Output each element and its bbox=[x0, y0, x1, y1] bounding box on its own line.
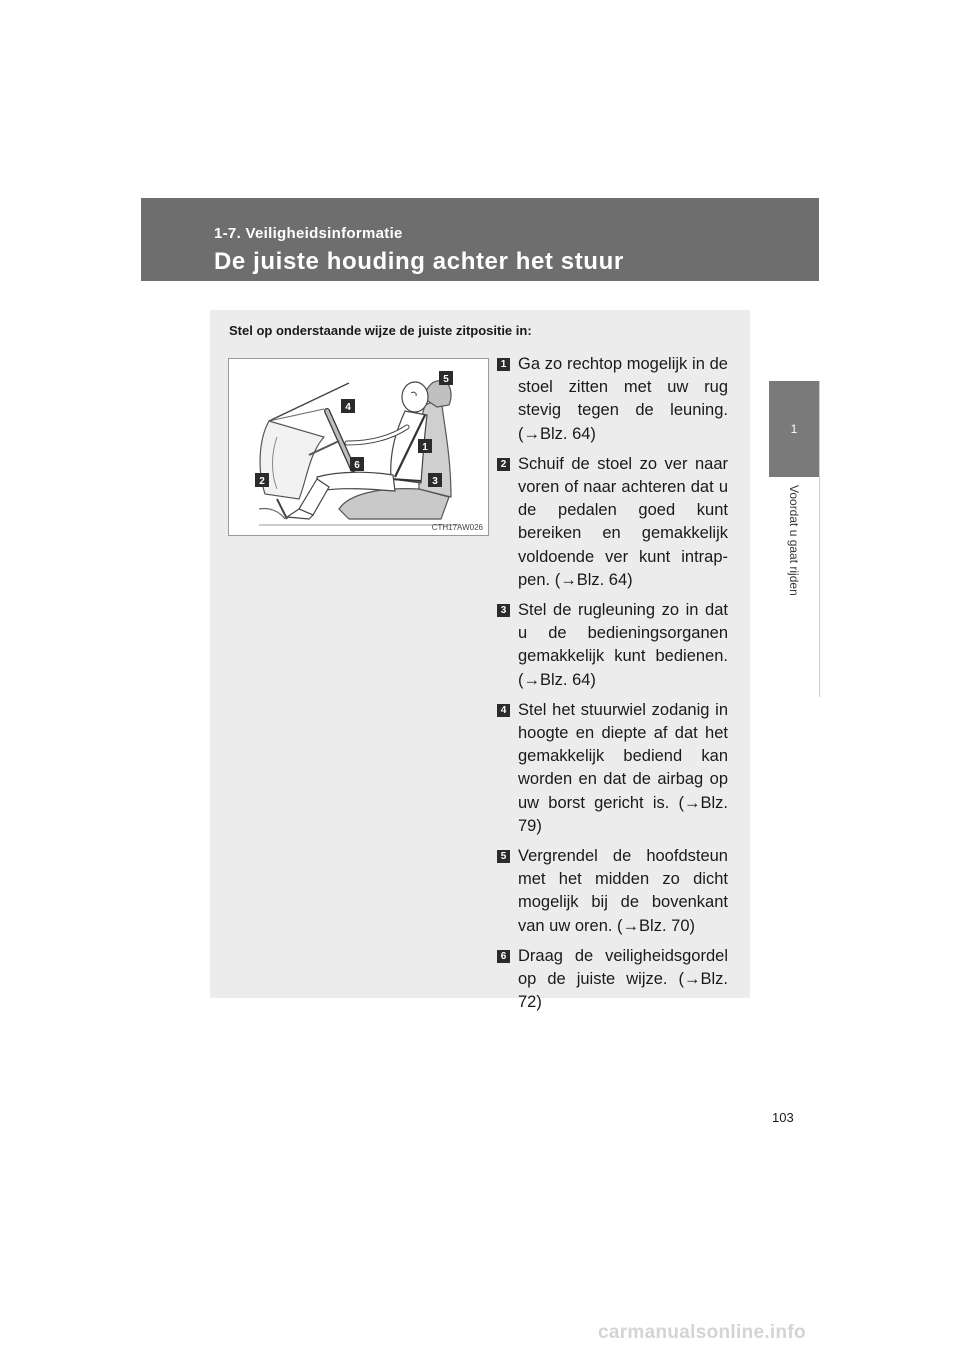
content-box bbox=[210, 310, 750, 1012]
intro-text: Stel op onderstaande wijze de juiste zitpositie in: bbox=[229, 323, 532, 338]
svg-text:3: 3 bbox=[432, 476, 438, 487]
page-number: 103 bbox=[772, 1110, 794, 1125]
step-text: Ga zo rechtop mogelijk in de stoel zitten met uw rug stevig tegen de leuning. (→Blz. 64) bbox=[518, 355, 728, 443]
svg-text:5: 5 bbox=[443, 374, 449, 385]
step-text: Schuif de stoel zo ver naar voren of naar achteren dat u de pedalen goed kunt bereiken en gemakkelijk voldoende ver kunt intrap-pen. (→Blz. 64) bbox=[518, 454, 728, 589]
side-divider bbox=[819, 381, 820, 697]
step-number-badge: 1 bbox=[497, 358, 510, 371]
step-number-badge: 5 bbox=[497, 850, 510, 863]
svg-text:2: 2 bbox=[259, 476, 265, 487]
step-text: Vergrendel de hoofdsteun met het midden zo dicht mogelijk bij de bovenkant van uw oren. (→Blz. 70) bbox=[518, 847, 728, 935]
step-number-badge: 3 bbox=[497, 604, 510, 617]
step-text: Stel de rugleuning zo in dat u de bedieningsorganen gemakkelijk kunt bedienen. (→Blz. 64) bbox=[518, 601, 728, 689]
step-number-badge: 2 bbox=[497, 458, 510, 471]
svg-text:6: 6 bbox=[354, 460, 360, 471]
header-band bbox=[141, 198, 819, 281]
seated-driver-illustration bbox=[229, 359, 488, 535]
list-item bbox=[497, 845, 728, 938]
list-item bbox=[497, 353, 728, 446]
list-item bbox=[497, 699, 728, 838]
step-number-badge: 4 bbox=[497, 704, 510, 717]
step-text: Draag de veiligheidsgordel op de juiste wijze. (→Blz. 72) bbox=[518, 946, 728, 1012]
chapter-tab-number[interactable]: 1 bbox=[769, 381, 819, 477]
list-item bbox=[497, 599, 728, 692]
page-title: De juiste houding achter het stuur bbox=[214, 248, 624, 275]
svg-text:1: 1 bbox=[422, 442, 428, 453]
seating-position-figure bbox=[228, 358, 489, 536]
steps-list bbox=[497, 353, 728, 1021]
chapter-tab-label-text: Voordat u gaat rijden bbox=[787, 485, 801, 596]
figure-code: CTH17AW026 bbox=[431, 523, 483, 532]
list-item bbox=[497, 453, 728, 592]
section-label: 1-7. Veiligheidsinformatie bbox=[214, 225, 403, 242]
list-item bbox=[497, 945, 728, 1015]
chapter-tab-label bbox=[769, 477, 819, 697]
step-text: Stel het stuurwiel zodanig in hoogte en diepte af dat het gemakkelijk bediend kan worden en dat de airbag op uw borst gericht is. (→Blz. 79) bbox=[518, 700, 728, 835]
step-number-badge: 6 bbox=[497, 950, 510, 963]
svg-text:4: 4 bbox=[345, 402, 351, 413]
watermark[interactable]: carmanualsonline.info bbox=[598, 1322, 806, 1343]
